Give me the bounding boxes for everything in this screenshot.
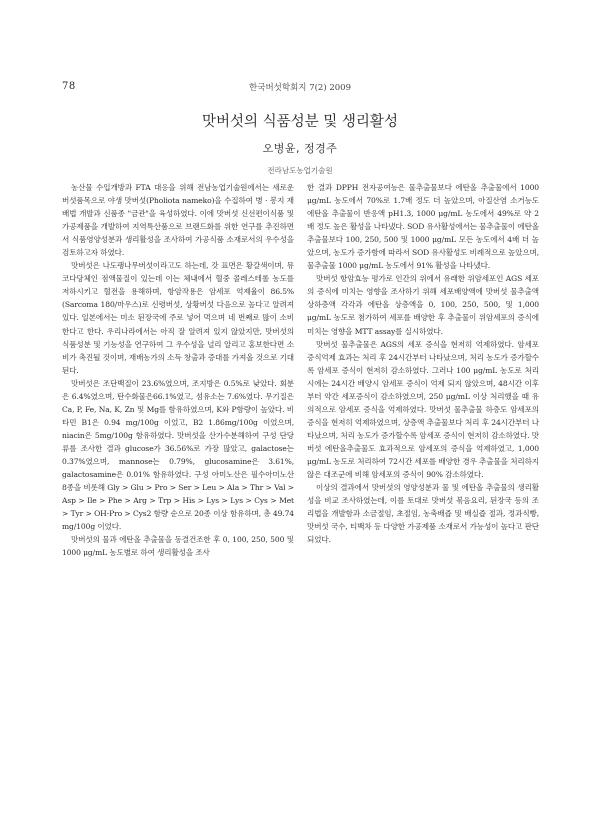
author-affiliation: 전라남도농업기술원 [267, 166, 333, 175]
paragraph: 맛버섯은 조단백질이 23.6%였으며, 조지방은 0.5%로 낮았다. 회분은 6.4%였으며, 탄수화물은66.1%였고, 섬유소는 7.6%였다. 무기질은 Ca, P, Fe, Na, K, Zn 및 Mg를 함유하였으며, K와 P함량이 높았다. 비타민 B1은 0.94 mg/100g 이었고, B2 1.86mg/100g 이었으며, niacin은 5mg/100g 함유하였다. 맛버섯을 산가수분해하여 구성 단당류를 조사한 결과 glucose가 36.56%로 가장 많았고, galactose는 0.37%였으며, mannose는 0.79%, glucosamine은 3.61%, galactosamine은 0.01% 함유하였다. 구성 아미노산은 필수아미노산 8종을 비롯해 Gly > Glu > Pro > Ser > Leu > Ala > Thr > Val > Asp > Ile > Phe > Arg > Trp > His > Lys > Lys > Cys > Met > Tyr > OH-Pro > Cys2 함량 순으로 20종 이상 함유하며, 총 49.74 mg/100g 이었다. [62, 378, 294, 532]
page-number: 78 [62, 81, 76, 92]
paragraph: 맛버섯 물추출물은 AGS의 세포 증식을 현저히 억제하였다. 암세포 증식억제 효과는 처리 후 24시간부터 나타났으며, 처리 농도가 증가할수록 암세포 증식이 현저히 감소하였다. 그러나 100 μg/mL 농도로 처리 시에는 24시간 배양시 암세포 증식이 억제 되지 않았으며, 48시간 이후부터 약간 세포증식이 감소하였으며, 250 μg/mL 이상 처리했을 때 유의적으로 암세포 증식을 억제하였다. 맛버섯 물추출물 하층도 암세포의 증식을 현저히 억제하였으며, 상층액 추출물보다 처리 후 24시간부터 나타났으며, 처리 농도가 증가할수록 암세포 증식이 현저히 감소하였다. 맛버섯 에탄올추출물도 효과적으로 암세포의 증식을 억제하였고, 1,000 μg/mL 농도로 처리하여 72시간 세포를 배양한 경우 추출물을 처리하지 않은 대조군에 비해 암세포의 증식이 90% 감소하였다. [307, 339, 539, 480]
paragraph: 농산물 수입개방과 FTA 대응을 위해 전남농업기술원에서는 새로운 버섯품목으로 야생 맛버섯(Pholiota nameko)을 수집하여 병 · 봉지 재배법 개발과 신품종 "금관"을 육성하였다. 이에 맛버섯 신선편이식품 및 가공제품을 개발하여 지역특산품으로 브랜드화를 위한 연구를 추진하면서 식품영양성분과 생리활성을 조사하여 가공식품 소재로서의 우수성을 검토하고자 하였다. [62, 183, 294, 258]
paragraph: 한 결과 DPPH 전자공여능은 물추출물보다 에탄올 추출물에서 1000 μg/mL 농도에서 70%로 1.7배 정도 더 높았으며, 아질산염 소거능도 에탄올 추출물이 반응액 pH1.3, 1000 μg/mL 농도에서 49%로 약 2배 정도 높은 활성을 나타냈다. SOD 유사활성에서는 물추출물이 에탄올 추출물보다 100, 250, 500 및 1000 μg/mL 모든 농도에서 4배 더 높았으며, 농도가 증가함에 따라서 SOD 유사활성도 비례적으로 높았으며, 물추출물 1000 μg/mL 농도에서 91% 활성을 나타냈다. [307, 183, 539, 271]
journal-running-header: 한국버섯학회지 7(2) 2009 [249, 83, 351, 93]
paragraph: 맛버섯 항암효능 평가로 인간의 위에서 유래한 위암세포인 AGS 세포의 증식에 미치는 영향을 조사하기 위해 세포배양액에 맛버섯 물추출액 상하층액 각각과 에탄올 상층액을 0, 100, 250, 500, 및 1,000 μg/mL 농도로 첨가하여 세포를 배양한 후 추출물이 위암세포의 증식에 미치는 영향을 MTT assay를 실시하였다. [307, 274, 539, 336]
paragraph: 맛버섯의 물과 에탄올 추출물을 동결건조한 후 0, 100, 250, 500 및 1000 μg/mL 농도별로 하여 생리활성을 조사 [62, 535, 294, 558]
article-title: 맛버섯의 식품성분 및 생리활성 [202, 114, 398, 130]
paragraph: 맛버섯은 나도팽나무버섯이라고도 하는데, 갓 표면은 황갈색이며, 뮤코다당체인 점액물질이 있는데 이는 체내에서 혈중 콜레스테롤 농도를 저하시키고 혈전을 용해하며, 항암작용은 암세포 억제율이 86.5%(Sarcoma 180/마우스)로 신령버섯, 상황버섯 다음으로 높다고 알려져 있다. 일본에서는 미소 된장국에 주로 넣어 먹으며 네 번째로 많이 소비한다고 한다. 우리나라에서는 아직 잘 알려져 있지 않았지만, 맛버섯의 식품성분 및 기능성을 연구하여 그 우수성을 널리 알리고 홍보한다면 소비가 촉진될 것이며, 재배농가의 소득 창출과 증대를 가져올 것으로 기대된다. [62, 261, 294, 375]
right-column [307, 181, 539, 781]
paragraph: 이상의 결과에서 맛버섯의 영양성분과 물 및 에탄올 추출물의 생리활성을 비교 조사하였는데, 이를 토대로 맛버섯 볶음요리, 된장국 등의 조리법을 개발함과 소금절임, 초절임, 농축배즙 및 배실즙 절과, 정과식빵, 맛버섯 국수, 티백차 등 다양한 가공제품 소재로서 가능성이 높다고 판단되었다. [307, 483, 539, 545]
left-column [62, 181, 294, 781]
article-authors: 오병윤, 정경주 [262, 142, 338, 155]
